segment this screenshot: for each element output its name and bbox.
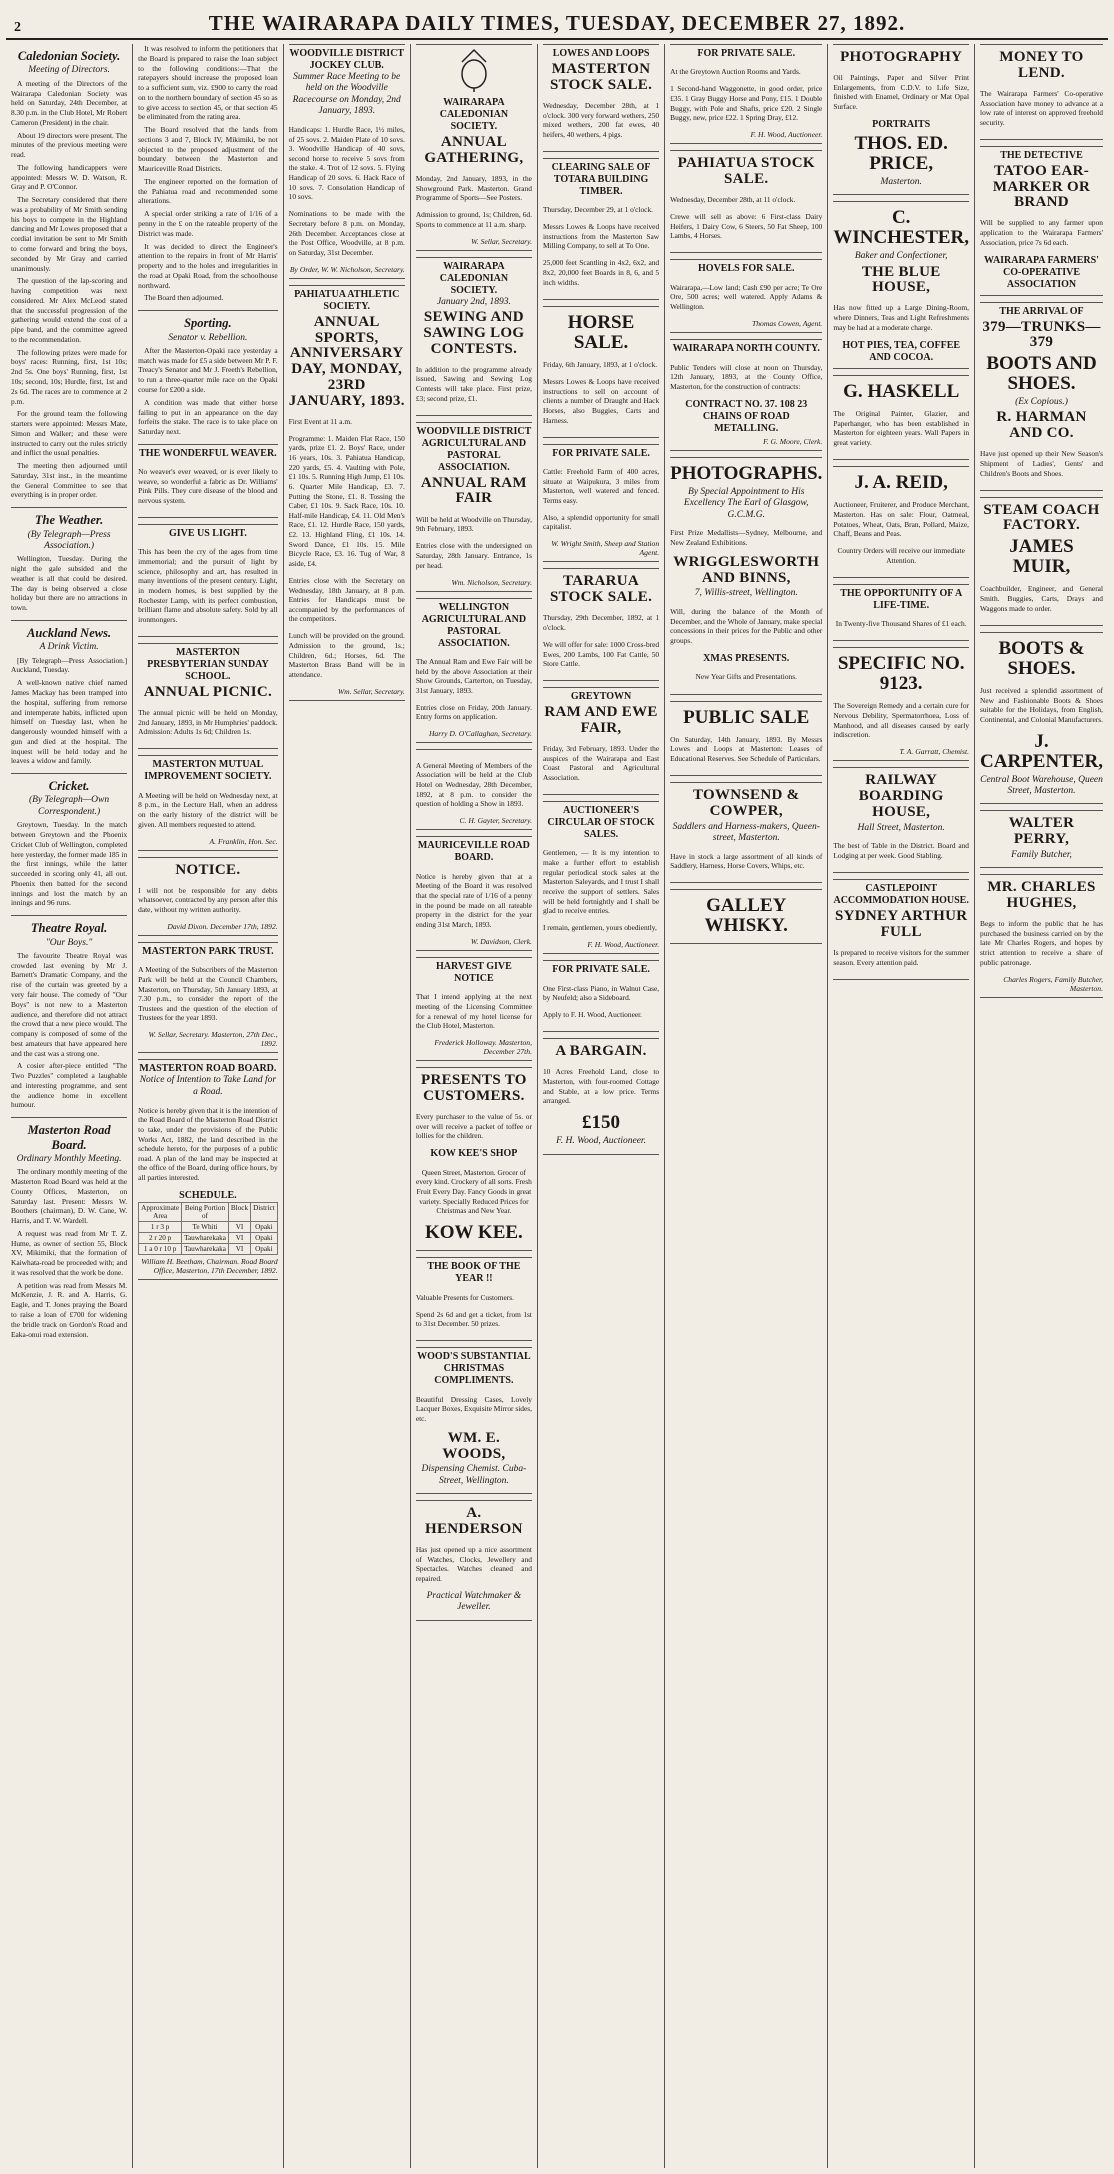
tararua-stock-sale-ad: TARARUA STOCK SALE. Thursday, 29th December, 1892, at 1 o'clock. We will offer for sale: 1000 Cross-bred Ewes, 200 Lambs, 100 Fat Cattle, 50 Store Cattle.: [543, 568, 659, 681]
auctioneer-circular-ad: AUCTIONEER'S CIRCULAR OF STOCK SALES. Gentlemen, — It is my intention to make a further effort to establish regular periodical stock sales at the Masterton Saleyards, and I trust I shall receive the support of settlers. Sales will be held fortnightly and I shall be glad to receive entries. I remain, gentlemen, yours obediently, F. H. Wood, Auctioneer.: [543, 801, 659, 954]
road-board-continuation: It was resolved to inform the petitioners that the Board is prepared to raise the loan subject to the following conditions:—That the ratepayers should increase the proposed loan to a sufficient sum, viz. £900 to carry the road on to the northern boundary of section 45 so as to give access to section 45, or that section 45 be eliminated from the rating area. The Board resolved that the lands from sections 3 and 7, Block IV, Mikimiki, be not objected to the proposed adjustment of the boundary between the Masterton and Mauriceville Road Districts. The engineer reported on the formation of the Pahiatua road and recommended some alterations. A special order striking a rate of 1/16 of a penny in the £ on the rateable property of the District was made. It was decided to direct the Engineer's attention to the repairs in front of Mr Harris' property and to the holes and irregularities in the road at Opaki Road, from the schoolhouse northward. The Board then adjourned.: [138, 44, 278, 303]
columns: [6, 44, 1108, 2168]
article-subheading: Meeting of Directors.: [28, 65, 110, 76]
news-article: [11, 513, 127, 613]
ram-fair-ad: WOODVILLE DISTRICT AGRICULTURAL AND PASTORAL ASSOCIATION. ANNUAL RAM FAIR Will be held at Woodville on Thursday, 9th February, 1893. Entries close with the undersigned on Saturday, 28th January. Entrance, 1s per head. Wm. Nicholson, Secretary.: [416, 422, 532, 592]
table-cell: Approximate Area: [139, 1203, 182, 1222]
henderson-watchmaker-ad: A. HENDERSON Has just opened up a nice assortment of Watches, Clocks, Jewellery and Spectacles. Watches cleaned and repaired. Practical Watchmaker & Jeweller.: [416, 1500, 532, 1621]
opportunity-ad: THE OPPORTUNITY OF A LIFE-TIME. In Twenty-five Thousand Shares of £1 each.: [833, 584, 969, 641]
article-paragraph: The following prizes were made for boys' races: Running, first, 1st 10s; 2nd 5s. One boys' Running, first, 1st 10s; second, 10s; Hurdle, first, 1st and 2s 6d. The races are to commence at 2 p.m.: [11, 347, 128, 406]
news-article: [11, 626, 127, 766]
mutual-improvement-ad: MASTERTON MUTUAL IMPROVEMENT SOCIETY. A Meeting will be held on Wednesday next, at 8 p.m., in the Lecture Hall, when an address on the early history of the district will be given. All members requested to attend. A. Franklin, Hon. Sec.: [138, 755, 277, 850]
table-cell: Opaki: [251, 1233, 278, 1244]
table-cell: Opaki: [251, 1244, 278, 1255]
article-heading: Masterton Road Board.: [27, 1123, 111, 1152]
article-paragraph: The favourite Theatre Royal was crowded last evening by Mr J. Barnett's Dramatic Company, and the rise of the curtain was greeted by a very fair house. The comedy of "Our Boys" is not new to a Masterton audience, and therefore did not attract the crowd that a new piece would. The company is composed of some of the best amateurs that have appeared here and the cast was a strong one.: [11, 950, 128, 1058]
column-3: [284, 44, 411, 2168]
woodville-jockey-club-ad: WOODVILLE DISTRICT JOCKEY CLUB. Summer Race Meeting to be held on the Woodville Racecourse on Monday, 2nd January, 1893. Handicaps: 1. Hurdle Race, 1½ miles, of 25 sovs. 2. Maiden Plate of 10 sovs. 3. Woodville Handicap of 40 sovs, second horse to receive 5 sovs from the stake. 4. Trot of 12 sovs. 5. Flying Handicap of 20 sovs. 6. Hack Race of 10 sovs. 7. Consolation Handicap of 10 sovs. Nominations to be made with the Secretary before 8 p.m. on Monday, 26th December. Acceptances close at the Post Office, Woodville, at 8 p.m. on Saturday, 31st December. By Order, W. W. Nicholson, Secretary.: [289, 44, 405, 279]
castlepoint-ad: CASTLEPOINT ACCOMMODATION HOUSE. SYDNEY ARTHUR FULL Is prepared to receive visitors for the summer season. Every attention paid.: [833, 879, 969, 980]
general-meeting-ad: A General Meeting of Members of the Association will be held at the Club Hotel on Wednesday, 28th December, 1892, at 8 p.m. to consider the question of holding a Show in 1893. C. H. Gayter, Secretary.: [416, 749, 532, 830]
article-paragraph: A petition was read from Messrs M. McKenzie, J. R. and A. Harris, G. Eagle, and T. Jones praying the Board to raise a loan of £700 for widening the bridle track on Gordon's Road and Eaka-onui road extension.: [11, 1280, 128, 1339]
article-paragraph: For the ground team the following starters were appointed: Messrs Mate, Simon and Walker; and these were instructed to carry out the rules strictly and inflict the usual penalties.: [11, 409, 128, 458]
table-cell: Opaki: [251, 1222, 278, 1233]
news-article: [11, 921, 127, 1110]
thistle-crest-icon: [444, 48, 504, 92]
presbyterian-picnic-ad: MASTERTON PRESBYTERIAN SUNDAY SCHOOL. ANNUAL PICNIC. The annual picnic will be held on Monday, 2nd January, 1893, in Mr Humphries' paddock. Admission: Adults 1s 6d; Children 1s.: [138, 643, 277, 749]
article-paragraph: Greytown, Tuesday. In the match between Greytown and the Phoenix Cricket Club of Wellington, completed here yesterday, the former made 185 in the first innings, while the latter succeeded in scoring only 41, all out. Phoenix then batted for the second innings and lost the match by an innings and 96 runs.: [11, 820, 128, 908]
photographs-ad: PHOTOGRAPHS. By Special Appointment to His Excellency The Earl of Glasgow, G.C.M.G. First Prize Medallists—Sydney, Melbourne, and New Zealand Exhibitions. WRIGGLESWORTH AND BINNS, 7, Willis-street, Wellington. Will, during the balance of the Month of December, and the Whole of January, make special concessions in their prices for the Public and other groups. XMAS PRESENTS. New Year Gifts and Presentations.: [670, 457, 822, 695]
article-paragraph: The following handicappers were appointed: Messrs W. D. Watson, R. Gray and P. O'Connor.: [11, 162, 128, 192]
public-sale-ad: PUBLIC SALE On Saturday, 14th January, 1893. By Messrs Lowes and Loops at Masterton: Leases of Educational Reserves. See Schedule of Particulars.: [670, 701, 822, 777]
article-heading: Caledonian Society.: [17, 49, 121, 63]
table-row: [139, 1203, 277, 1222]
table-row: [139, 1244, 277, 1255]
haskell-painter-ad: G. HASKELL The Original Painter, Glazier, and Paperhanger, who has been established in Masterton for eighteen years. Wall Papers in great variety.: [833, 375, 969, 460]
hughes-notice-ad: MR. CHARLES HUGHES, Begs to inform the public that he has purchased the business carried on by the late Mr Charles Rogers, and hopes by strict attention to receive a share of public patronage. Charles Rogers, Family Butcher, Masterton.: [980, 874, 1103, 997]
table-cell: Tauwharekaka: [182, 1233, 229, 1244]
article-paragraph: A cosier after-piece entitled "The Two Puzzles" completed a laughable and interesting programme, and sent the audience home in excellent humour.: [11, 1061, 128, 1110]
perry-butcher-ad: WALTER PERRY, Family Butcher,: [980, 810, 1103, 868]
table-cell: Tauwharekaka: [182, 1244, 229, 1255]
masthead: [6, 6, 1108, 40]
article-subheading: Ordinary Monthly Meeting.: [16, 1153, 122, 1164]
article-paragraph: The ordinary monthly meeting of the Masterton Road Board was held at the County Offices, Masterton, on Saturday last. Present: Messrs W. Boothers (chairman), D. W. Cane, W. Harris, and T. W. Wardell.: [11, 1167, 128, 1226]
table-cell: VI: [228, 1244, 250, 1255]
column-4: [411, 44, 538, 2168]
article-subheading: (By Telegraph—Own Correspondent.): [29, 795, 110, 817]
totara-timber-sale-ad: CLEARING SALE OF TOTARA BUILDING TIMBER. Thursday, December 29, at 1 o'clock. Messrs Lowes & Loops have received instructions from the Masterton Saw Milling Company, to sell at To One. 25,000 feet Scantling in 4x2, 6x2, and 8x2, 20,000 feet Boards in 8, 6, and 5 inch widths.: [543, 158, 659, 300]
article-heading: Auckland News.: [27, 625, 112, 640]
article-paragraph: The question of the lap-scoring and having competition was next considered. Mr Alex McLeod stated that the successful progression of the gathering would extend the cost of a pipe band, and the committee agreed to the recommendation.: [11, 276, 128, 344]
greytown-ram-fair-ad: GREYTOWN RAM AND EWE FAIR, Friday, 3rd February, 1893. Under the auspices of the Wairarapa and East Coast Pastoral and Agricultural Association.: [543, 687, 659, 795]
article-paragraph: A request was read from Mr T. Z. Hume, as owner of section 55, Block XV, Mikimiki, that the formation of Kaiwhata-road be proceeded with; and it was resolved that the work be done.: [11, 1228, 128, 1277]
table-cell: VI: [228, 1222, 250, 1233]
table-cell: 1 a 0 r 10 p: [139, 1244, 182, 1255]
north-county-tender-ad: WAIRARAPA NORTH COUNTY. Public Tenders will close at noon on Thursday, 12th January, 1893, at the County Office, Masterton, for the construction of contracts: CONTRACT NO. 37. 108 23 CHAINS OF ROAD METALLING. F. G. Moore, Clerk.: [670, 339, 822, 451]
article-subheading: A Drink Victim.: [39, 642, 99, 653]
give-us-light-ad: GIVE US LIGHT. This has been the cry of the ages from time immemorial; and the pursuit of light by science, philosophy and art, has resulted in many inventions of the present century. Light, in modern homes, is best supplied by the Rochester Lamp, with its perfect combustion, brilliant flame and absolute safety. Sold by all ironmongers.: [138, 524, 277, 637]
railway-boarding-ad: RAILWAY BOARDING HOUSE, Hall Street, Masterton. The best of Table in the District. Board and Lodging at per week. Good Stabling.: [833, 767, 969, 873]
column-7: [828, 44, 975, 2168]
townsend-cowper-ad: TOWNSEND & COWPER, Saddlers and Harness-makers, Queen-street, Masterton. Have in stock a large assortment of all kinds of Saddlery, Harness, Horse Covers, Whips, etc.: [670, 782, 822, 883]
photography-ad: PHOTOGRAPHY Oil Paintings, Paper and Silver Print Enlargements, from C.D.V. to Life Size, finished with Enamel, Ordinary or Mat Opal Surface. PORTRAITS THOS. ED. PRICE, Masterton.: [833, 44, 969, 195]
article-subheading: "Our Boys.": [45, 937, 93, 948]
galley-whisky-ad: GALLEY WHISKY.: [670, 889, 822, 944]
table-row: [139, 1222, 277, 1233]
article-paragraph: The meeting then adjourned until Saturday, 31st inst., in the meantime the General Committee to see that everything is in proper order.: [11, 461, 128, 500]
masterton-stock-sale-ad: LOWES AND LOOPS MASTERTON STOCK SALE. Wednesday, December 28th, at 1 o'clock. 300 very forward wethers, 250 mixed wethers, 200 fat ewes, 40 heifers, 40 wethers, 4 pigs.: [543, 44, 659, 152]
specific-remedy-ad: SPECIFIC NO. 9123. The Sovereign Remedy and a certain cure for Nervous Debility, Spermatorrhoea, Loss of Manhood, and all diseases caused by early indiscretion. T. A. Garratt, Chemist.: [833, 647, 969, 761]
table-cell: District: [251, 1203, 278, 1222]
table-cell: 2 r 20 p: [139, 1233, 182, 1244]
book-of-year-ad: THE BOOK OF THE YEAR !! Valuable Presents for Customers. Spend 2s 6d and get a ticket, from 1st to 31st December. 50 prizes.: [416, 1257, 532, 1341]
article-paragraph: Wellington, Tuesday. During the night the gale subsided and the weather is all that could be desired. The day is being observed a close holiday but there are no attractions in town.: [11, 554, 128, 613]
pahiatua-athletic-ad: PAHIATUA ATHLETIC SOCIETY. ANNUAL SPORTS, ANNIVERSARY DAY, MONDAY, 23RD JANUARY, 1893. First Event at 11 a.m. Programme: 1. Maiden Flat Race, 150 yards, prize £1. 2. Boys' Race, under 16 years, 10s. 3. Pahiatua Handicap, 220 yards, £5. 4. Vaulting with Pole, £1 10s. 5. Running High Jump, £1 10s. 6. Quarter Mile Handicap, £3. 7. Putting the Stone, £1. 8. Tossing the Caber, £1 10s. 9. Sack Race, 10s. 10. Half-mile Handicap, £4. 11. Old Men's Race, £1. 12. Hurdle Race, 150 yards, £2. 13. Highland Fling, £1 10s. 14. Sword Dance, £1 10s. 15. Mile Bicycle Race, £3. 16. Tug of War, 8 aside, £4. Entries close with the Secretary on Wednesday, 18th January, at 8 p.m. Entries for Handicaps must be accompanied by the performances of the competitors. Lunch will be provided on the ground. Admission to the ground, 1s.; Children, 6d.; Horses, 6d. The Masterton Brass Band will be in attendance. Wm. Sellar, Secretary.: [289, 285, 405, 701]
reid-produce-ad: J. A. REID, Auctioneer, Fruiterer, and Produce Merchant, Masterton. Has on sale: Flour, Oatmeal, Potatoes, Wheat, Oats, Bran, Pollard, Maize, Chaff, Beans and Peas. Country Orders will receive our immediate Attention.: [833, 466, 969, 578]
schedule-table: [138, 1202, 277, 1255]
horse-sale-ad: HORSE SALE. Friday, 6th January, 1893, at 1 o'clock. Messrs Lowes & Loops have received instructions to sell on account of clients a number of Draught and Hack Horses, also Buggies, Carts and Harness.: [543, 306, 659, 438]
ear-marker-ad: THE DETECTIVE TATOO EAR-MARKER OR BRAND Will be supplied to any farmer upon application to the Wairarapa Farmers' Association, price 7s 6d each. WAIRARAPA FARMERS' CO-OPERATIVE ASSOCIATION: [980, 146, 1103, 296]
article-heading: Cricket.: [48, 779, 90, 794]
farm-private-sale-ad: FOR PRIVATE SALE. Cattle: Freehold Farm of 400 acres, situate at Waipukura, 3 miles from Masterton, well watered and fenced. Terms easy. Also, a splendid opportunity for small capitalist. W. Wright Smith, Sheep and Station Agent.: [543, 444, 659, 563]
mauriceville-road-board-ad: MAURICEVILLE ROAD BOARD. Notice is hereby given that at a Meeting of the Board it was resolved that the special rate of 1/16 of a penny in the pound be made on all rateable property in the district for the year ending 31st March, 1893. W. Davidson, Clerk.: [416, 836, 532, 951]
trunks-boots-ad: THE ARRIVAL OF 379—TRUNKS—379 BOOTS AND SHOES. (Ex Copious.) R. HARMAN AND CO. Have just opened up their New Season's Shipment of Ladies', Gents' and Children's Boots and Shoes.: [980, 302, 1103, 491]
news-article: [11, 1123, 127, 1339]
caledonian-gathering-ad: WAIRARAPA CALEDONIAN SOCIETY. ANNUAL GATHERING, Monday, 2nd January, 1893, in the Showground Park. Masterton. Grand Programme of Sports—See Posters. Admission to ground, 1s; Children, 6d. Sports to commence at 11 a.m. sharp. W. Sellar, Secretary.: [416, 44, 532, 251]
article-paragraph: A meeting of the Directors of the Wairarapa Caledonian Society was held on Saturday, 24th December, at 8.30 p.m. in the Club Hotel, Mr Robert Cameron (President) in the chair.: [11, 78, 128, 127]
license-notice-ad: HARVEST GIVE NOTICE That I intend applying at the next meeting of the Licensing Committee for a renewal of my hotel license for the Club Hotel, Masterton. Frederick Holloway. Masterton, December 27th.: [416, 957, 532, 1061]
woods-chemist-ad: WOOD'S SUBSTANTIAL CHRISTMAS COMPLIMENTS. Beautiful Dressing Cases, Lovely Lacquer Boxes, Exquisite Mirror sides, etc. WM. E. WOODS, Dispensing Chemist. Cuba-Street, Wellington.: [416, 1347, 532, 1494]
article-subheading: (By Telegraph—Press Association.): [27, 529, 111, 551]
column-5: [538, 44, 665, 2168]
road-land-notice: MASTERTON ROAD BOARD. Notice of Intention to Take Land for a Road. Notice is hereby given that it is the intention of the Road Board of the Masterton Road District to take, under the provisions of the Public Works Act, 1882, the land described in the schedule hereto, for the purposes of a public road. A plan of the land may be inspected at the office of the Board, during office hours, by all parties interested. SCHEDULE. Approximate Area Being Portion of Block District 1 r 3 p Te Whiti VI Opaki 2 r 20 p Tauwharekaka VI Opaki 1 a 0 r 10 p Tauwharekaka VI Opaki William H. Beetham, Chairman. Road Board Office, Masterton, 17th December, 1892.: [138, 1059, 277, 1280]
sporting-article: Sporting. Senator v. Rebellion. After the Masterton-Opaki race yesterday a match was made for £5 a side between Mr P. F. Treacy's Senator and Mr J. Freeth's Rebellion, to run a three-quarter mile race on the Opaki course for £200 a side. A condition was made that either horse failing to put in an appearance on the day forfeits the stake. The race is to take place on Saturday next.: [138, 316, 278, 437]
article-heading: The Weather.: [34, 513, 104, 528]
column-6: [665, 44, 828, 2168]
pahiatua-stock-sale-ad: PAHIATUA STOCK SALE. Wednesday, December 28th, at 11 o'clock. Crewe will sell as above: 6 First-class Dairy Heifers, 1 Dairy Cow, 6 Steers, 50 Fat Sheep, 100 Lambs, 4 Horses.: [670, 150, 822, 253]
table-row: [139, 1233, 277, 1244]
notice-ad: NOTICE. I will not be responsible for any debts whatsoever, contracted by any person after this date, without my written authority. David Dixon. December 17th, 1892.: [138, 857, 277, 936]
table-cell: Te Whiti: [182, 1222, 229, 1233]
park-trust-ad: MASTERTON PARK TRUST. A Meeting of the Subscribers of the Masterton Park will be held at the Council Chambers, Masterton, on Thursday, 5th January 1893, at 7.30 p.m., to consider the report of the Trustees and the question of the election of Trustees for the year 1893. W. Sellar, Secretary. Masterton, 27th Dec., 1892.: [138, 942, 277, 1054]
piano-sale-ad: FOR PRIVATE SALE. One First-class Piano, in Walnut Case, by Neufeld; also a Sideboard. Apply to F. H. Wood, Auctioneer.: [543, 960, 659, 1032]
article-paragraph: [By Telegraph—Press Association.] Auckland, Tuesday.: [11, 655, 128, 675]
column-2: [133, 44, 283, 2168]
article-paragraph: The Secretary considered that there was a probability of Mr Smith sending his boys to compete in the Highland dancing and Mr Lowes proposed that a cordial invitation be sent to Mr Smith to come forward and bring the boys, seconded by Mr Gray and carried unanimously.: [11, 195, 128, 273]
winchester-baker-ad: C. WINCHESTER, Baker and Confectioner, THE BLUE HOUSE, Has now fitted up a Large Dining-Room, where Dinners, Teas and Light Refreshments may be had at a moderate charge. HOT PIES, TEA, COFFEE AND COCOA.: [833, 201, 969, 368]
sewing-sawing-ad: WAIRARAPA CALEDONIAN SOCIETY. January 2nd, 1893. SEWING AND SAWING LOG CONTESTS. In addition to the programme already issued, Sawing and Sewing Log Contests will take place. First prize, £3; second prize, £1.: [416, 257, 532, 416]
article-paragraph: About 19 directors were present. The minutes of the previous meeting were read.: [11, 130, 128, 160]
table-cell: VI: [228, 1233, 250, 1244]
hovels-sale-ad: HOVELS FOR SALE. Wairarapa,—Low land; Cash £90 per acre; Te Ore Ore, 500 acres; well watered. Apply Adams & Wellington. Thomas Cowen, Agent.: [670, 259, 822, 333]
greytown-private-sale-ad: FOR PRIVATE SALE. At the Greytown Auction Rooms and Yards. 1 Second-hand Waggonette, in good order, price £35. 1 Gray Buggy Horse and Pony, £15. 1 Double Buggy, with Pole and Shafts, price £20. 2 Single Buggy, new, price £22. 1 Spring Dray, £12. F. H. Wood, Auctioneer.: [670, 44, 822, 144]
newspaper-title: THE WAIRARAPA DAILY TIMES, TUESDAY, DECEMBER 27, 1892.: [208, 11, 906, 35]
news-article: [11, 49, 127, 500]
steam-coach-ad: STEAM COACH FACTORY. JAMES MUIR, Coachbuilder, Engineer, and General Smith. Buggies, Carts, Drays and Waggons made to order.: [980, 497, 1103, 626]
column-8: [975, 44, 1108, 2168]
column-1: [6, 44, 133, 2168]
boots-shoes-ad: BOOTS & SHOES. Just received a splendid assortment of New and Fashionable Boots & Shoes suitable for the Holidays, from English, Continental, and Colonial Manufacturers. J. CARPENTER, Central Boot Warehouse, Queen Street, Masterton.: [980, 632, 1103, 805]
article-heading: Theatre Royal.: [30, 921, 108, 936]
article-paragraph: A well-known native chief named James Mackay has been tramped into the hospital, suffering from remorse and intemperate habits, inflicted upon himself on Tuesday last, when he dangerously wounded himself with a gun and died at the hospital. The inquest will be held today and he leaves a widow and family.: [11, 678, 128, 766]
bargain-ad: A BARGAIN. 10 Acres Freehold Land, close to Masterton, with four-roomed Cottage and Stable, at a low price. Terms arranged. £150 F. H. Wood, Auctioneer.: [543, 1038, 659, 1154]
money-to-lend-ad: MONEY TO LEND. The Wairarapa Farmers' Co-operative Association have money to advance at a low rate of interest on approved freehold security.: [980, 44, 1103, 140]
table-cell: Block: [228, 1203, 250, 1222]
table-cell: Being Portion of: [182, 1203, 229, 1222]
kow-kee-ad: PRESENTS TO CUSTOMERS. Every purchaser to the value of 5s. or over will receive a packet of toffee or lollies for the children. KOW KEE'S SHOP Queen Street, Masterton. Grocer of every kind. Crockery of all sorts. Fresh Fruit Every Day. Fancy Goods in great variety. Specially Reduced Prices for Christmas and New Year. KOW KEE.: [416, 1067, 532, 1251]
wonderful-weaver-ad: THE WONDERFUL WEAVER. No weaver's ever weaved, or is ever likely to weave, so wonderful a fabric as Dr. Williams' Pink Pills. They cure disease of the blood and nervous system.: [138, 444, 277, 518]
wellington-ap-ad: WELLINGTON AGRICULTURAL AND PASTORAL ASSOCIATION. The Annual Ram and Ewe Fair will be held by the above Association at their Show Grounds, Carterton, on Tuesday, 31st January, 1893. Entries close on Friday, 20th January. Entry forms on application. Harry D. O'Callaghan, Secretary.: [416, 598, 532, 744]
page-number: 2: [14, 20, 21, 35]
table-cell: 1 r 3 p: [139, 1222, 182, 1233]
news-article: [11, 779, 127, 908]
